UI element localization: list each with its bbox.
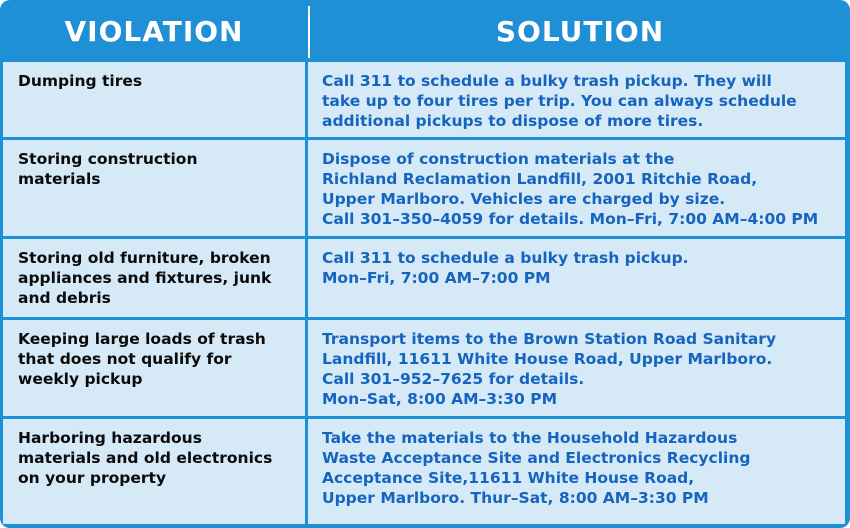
solution-text: Landfill, 11611 White House Road, Upper Marlboro. <box>322 350 773 368</box>
solution-text: Waste Acceptance Site and Electronics Recycling <box>322 449 751 467</box>
solution-text: Call 311 to schedule a bulky trash pickup. <box>322 249 689 267</box>
violation-column-header: VIOLATION <box>64 14 244 48</box>
solution-cell <box>308 62 845 137</box>
solution-cell <box>308 419 845 524</box>
solution-text: take up to four tires per trip. You can always schedule <box>322 92 797 110</box>
violation-text: materials and old electronics <box>18 449 273 467</box>
table-row <box>3 419 845 524</box>
violation-cell <box>3 239 305 317</box>
solution-cell <box>308 320 845 416</box>
table-row <box>3 320 845 416</box>
solution-text: Call 311 to schedule a bulky trash pickup. They will <box>322 72 772 90</box>
table-row <box>3 140 845 236</box>
solution-text: Richland Reclamation Landfill, 2001 Ritchie Road, <box>322 170 758 188</box>
solution-text: Dispose of construction materials at the <box>322 150 675 168</box>
solution-text: Call 301–952–7625 for details. <box>322 370 585 388</box>
table-body <box>3 62 845 524</box>
solution-text: Acceptance Site,11611 White House Road, <box>322 469 695 487</box>
solution-text: Mon–Fri, 7:00 AM–7:00 PM <box>322 269 551 287</box>
solution-text: Call 301–350–4059 for details. Mon–Fri, 7:00 AM–4:00 PM <box>322 210 819 228</box>
table-row <box>3 62 845 137</box>
solution-text: Upper Marlboro. Vehicles are charged by size. <box>322 190 726 208</box>
violation-cell <box>3 419 305 524</box>
violation-text: Keeping large loads of trash <box>18 330 266 348</box>
violation-text: Storing construction <box>18 150 198 168</box>
violation-text: weekly pickup <box>18 370 143 388</box>
violation-text: Storing old furniture, broken <box>18 249 271 267</box>
solution-text: Upper Marlboro. Thur–Sat, 8:00 AM–3:30 PM <box>322 489 709 507</box>
violation-text: that does not qualify for <box>18 350 232 368</box>
violation-cell <box>3 140 305 236</box>
violation-text: materials <box>18 170 101 188</box>
violation-text: and debris <box>18 289 111 307</box>
solution-text: Mon–Sat, 8:00 AM–3:30 PM <box>322 390 558 408</box>
solution-text: Transport items to the Brown Station Road Sanitary <box>322 330 777 348</box>
violation-cell <box>3 320 305 416</box>
violation-text: Harboring hazardous <box>18 429 202 447</box>
solution-column-header: SOLUTION <box>495 14 665 48</box>
solution-text: additional pickups to dispose of more tires. <box>322 112 704 130</box>
violation-cell <box>3 62 305 137</box>
solution-text: Take the materials to the Household Hazardous <box>322 429 738 447</box>
solution-cell <box>308 239 845 317</box>
violation-text: appliances and fixtures, junk <box>18 269 272 287</box>
violation-text: Dumping tires <box>18 72 143 90</box>
solution-cell <box>308 140 845 236</box>
table-row <box>3 239 845 317</box>
violation-text: on your property <box>18 469 167 487</box>
table-header <box>0 0 850 62</box>
